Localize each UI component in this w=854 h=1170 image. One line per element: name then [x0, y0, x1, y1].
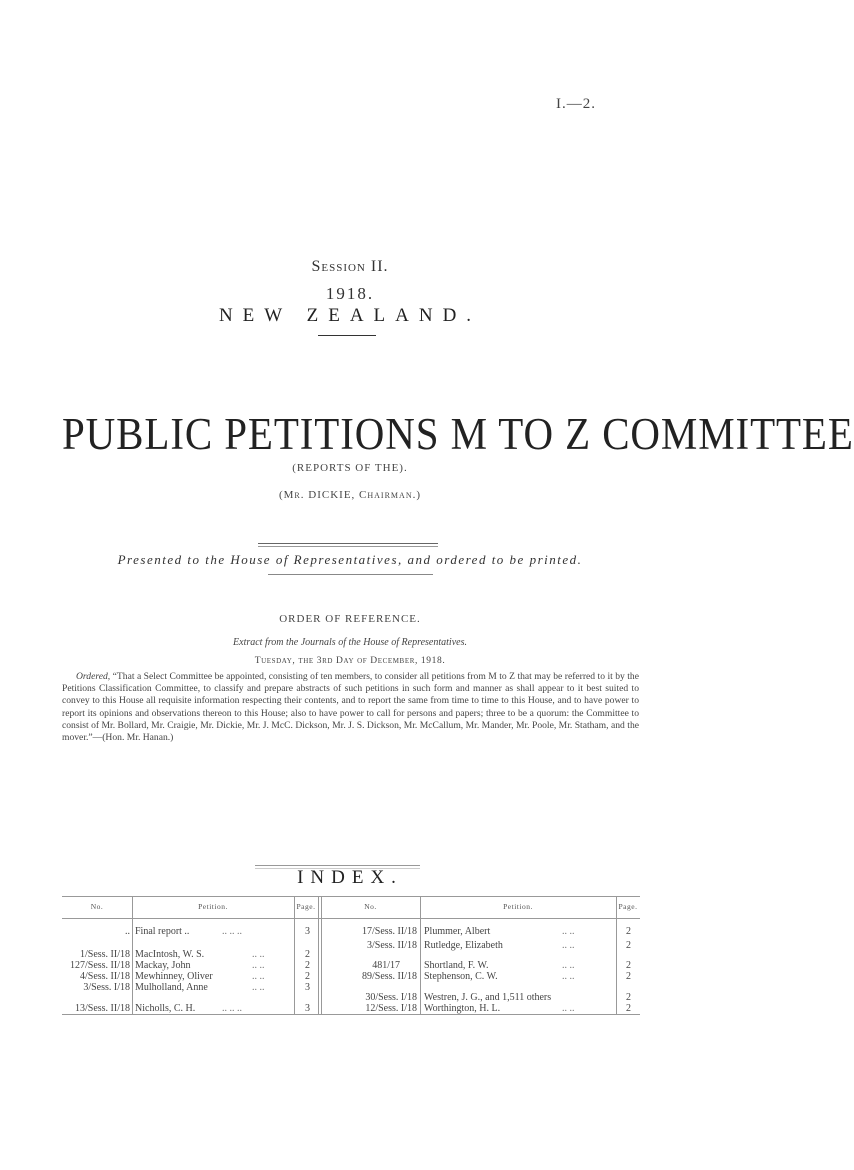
year-label: 1918.	[325, 284, 375, 303]
table-row	[62, 926, 640, 938]
page-number: 2	[305, 949, 310, 960]
petitioner-name: Plummer, Albert	[424, 926, 491, 937]
petitioner-name: Mulholland, Anne	[135, 982, 208, 993]
divider	[255, 865, 420, 866]
petitioner-name: Stephenson, C. W.	[424, 971, 498, 982]
ordered-word: Ordered,	[76, 671, 111, 682]
session-label	[0, 258, 700, 276]
table-row	[62, 971, 640, 983]
petition-number: 3/Sess. I/18	[83, 982, 130, 993]
page-number: 2	[626, 1003, 631, 1014]
order-heading: ORDER OF REFERENCE.	[279, 613, 421, 625]
leader-dots: .. ..	[562, 940, 575, 951]
col-header-page: Page.	[296, 902, 316, 911]
petitioner-name: Westren, J. G., and 1,511 others	[424, 992, 552, 1003]
leader-dots: .. ..	[562, 960, 575, 971]
country-label: NEW ZEALAND.	[218, 305, 482, 326]
petition-number: 1/Sess. II/18	[80, 949, 130, 960]
order-paragraph	[62, 671, 639, 744]
paper-reference: I.—2.	[556, 96, 596, 112]
leader-dots: .. ..	[252, 971, 265, 982]
col-header-no: No.	[90, 902, 104, 911]
col-header-petition: Petition.	[198, 902, 228, 911]
page-number: 2	[305, 960, 310, 971]
page-number: 2	[626, 926, 631, 937]
date-text: Tuesday, the 3rd Day of December, 1918.	[254, 656, 446, 666]
petitioner-name: Nicholls, C. H.	[135, 1003, 196, 1014]
leader-dots: .. ..	[252, 949, 265, 960]
petitioner-name: MacIntosh, W. S.	[135, 949, 205, 960]
page-number: 2	[626, 992, 631, 1003]
col-header-page: Page.	[618, 902, 638, 911]
petition-number: 13/Sess. II/18	[75, 1003, 130, 1014]
leader-dots: .. ..	[252, 960, 265, 971]
petitioner-name: Final report ..	[135, 926, 190, 937]
divider	[258, 546, 438, 547]
subtitle: (REPORTS OF THE).	[292, 462, 408, 474]
petitioner-name: Mackay, John	[135, 960, 191, 971]
leader-dots: .. .. ..	[222, 1003, 242, 1014]
petition-number: 30/Sess. I/18	[365, 992, 417, 1003]
page-number: 2	[626, 971, 631, 982]
divider	[318, 335, 376, 336]
divider	[258, 543, 438, 544]
col-header-no: No.	[364, 902, 377, 911]
petition-number: 3/Sess. II/18	[367, 940, 417, 951]
page-number: 2	[305, 971, 310, 982]
petition-number: 17/Sess. II/18	[362, 926, 417, 937]
petition-number: 127/Sess. II/18	[70, 960, 130, 971]
petitioner-name: Mewhinney, Oliver	[135, 971, 213, 982]
index-heading: INDEX.	[297, 867, 403, 888]
col-header-petition: Petition.	[503, 902, 533, 911]
petition-number: 4/Sess. II/18	[80, 971, 130, 982]
chairman-line	[0, 489, 700, 501]
table-row	[62, 940, 640, 952]
leader-dots: .. ..	[562, 926, 575, 937]
leader-dots: .. .. ..	[222, 926, 242, 937]
session-text: Session II.	[311, 258, 389, 275]
page-number: 3	[305, 982, 310, 993]
date-line	[0, 656, 700, 666]
table-header-rule	[62, 918, 640, 919]
order-body: “That a Select Committee be appointed, consisting of ten members, to consider all petitions from M to Z that may be referred to it by the Petitions Classification Committee, to classify and prepare abstracts of such petitions in such form and manner as shall appear to it best suited to convey to this House all requisite information respecting their contents, and to report the same from time to time to this House, and to have power to report its opinions and observations thereon to this House; also to have power to call for persons and papers; three to be a quorum: the Committee to consist of Mr. Bollard, Mr. Craigie, Mr. Dickie, Mr. J. McC. Dickson, Mr. J. S. Dickson, Mr. McCallum, Mr. Mander, Mr. Poole, Mr. Statham, and the mover.”—(Hon. Mr. Hanan.)	[62, 671, 639, 744]
petition-number: ..	[125, 926, 130, 937]
petitioner-name: Rutledge, Elizabeth	[424, 940, 503, 951]
page-number: 3	[305, 1003, 310, 1014]
chairman-text: (Mr. DICKIE, Chairman.)	[278, 489, 422, 501]
petition-number: 481/17	[372, 960, 400, 971]
page-title: PUBLIC PETITIONS M TO Z COMMITTEE	[62, 409, 854, 459]
petitioner-name: Worthington, H. L.	[424, 1003, 501, 1014]
petitioner-name: Shortland, F. W.	[424, 960, 489, 971]
extract-line: Extract from the Journals of the House of Representatives.	[233, 637, 467, 648]
page-number: 3	[305, 926, 310, 937]
divider	[268, 574, 433, 575]
leader-dots: .. ..	[562, 1003, 575, 1014]
page-number: 2	[626, 960, 631, 971]
petition-number: 89/Sess. II/18	[362, 971, 417, 982]
table-header	[62, 902, 640, 914]
table-top-rule	[62, 896, 640, 897]
petition-number: 12/Sess. I/18	[365, 1003, 417, 1014]
table-row	[62, 1003, 640, 1015]
leader-dots: .. ..	[562, 971, 575, 982]
page-number: 2	[626, 940, 631, 951]
presentation-note: Presented to the House of Representatives, and ordered to be printed.	[117, 552, 583, 567]
leader-dots: .. ..	[252, 982, 265, 993]
